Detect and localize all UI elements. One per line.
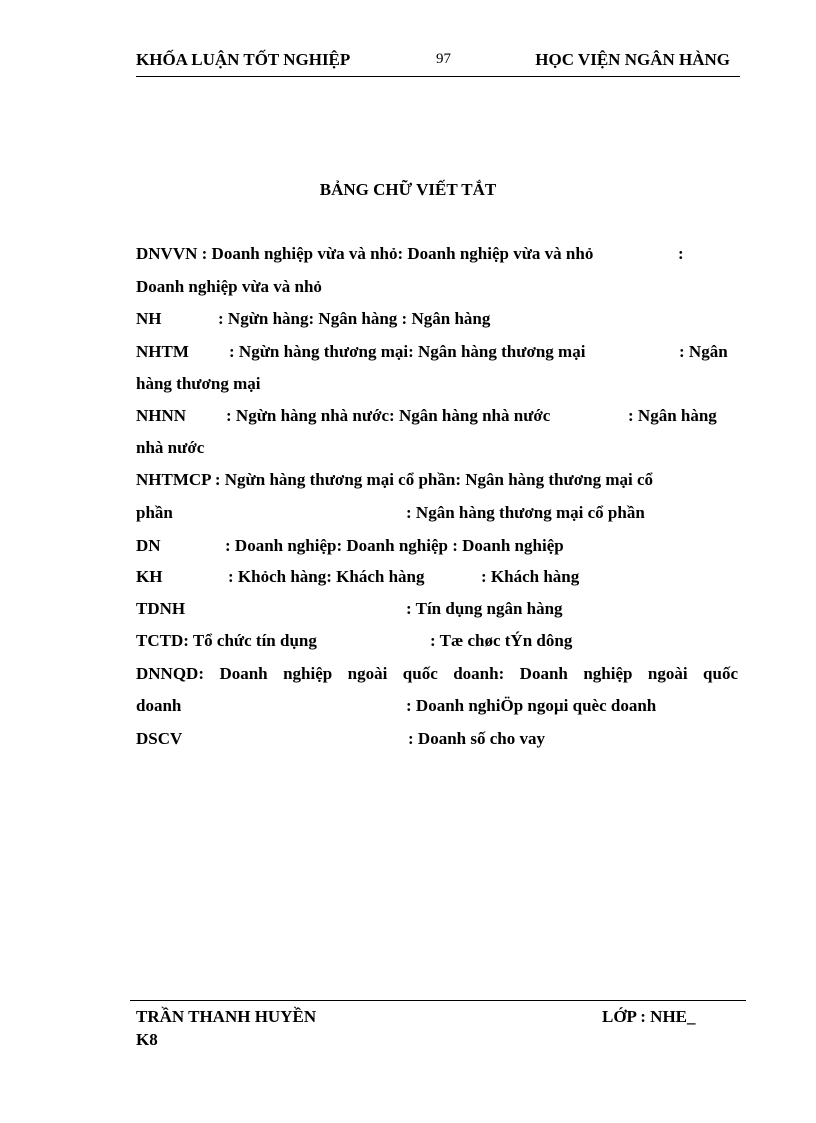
abbr-dnvvn-line1: DNVVN : Doanh nghiệp vừa và nhỏ: Doanh nghiệp vừa và nhỏ [136, 244, 594, 263]
abbr-nhtm-term: NHTM [136, 342, 189, 361]
header-page-number: 97 [436, 51, 451, 67]
abbr-tctd-def: : Tæ chøc tÝn dông [430, 631, 573, 650]
page-footer [130, 1000, 746, 1049]
abbr-dnvvn-line2: Doanh nghiệp vừa và nhỏ [136, 277, 322, 296]
abbr-dnnqd-line2-start: doanh [136, 696, 182, 715]
abbr-nhnn-def-tail: : Ngân hàng [628, 406, 717, 425]
header-institution: HỌC VIỆN NGÂN HÀNG [535, 50, 730, 69]
abbr-kh-def: : Khỏch hàng: Khách hàng [228, 567, 425, 586]
abbr-nhtm-line2: hàng thương mại [136, 374, 261, 393]
abbr-nh-term: NH [136, 309, 162, 328]
page-title: BẢNG CHỮ VIẾT TẮT [319, 180, 497, 199]
abbr-kh-def-tail: : Khách hàng [481, 567, 580, 586]
abbr-dnvvn-colon: : [678, 244, 684, 263]
footer-class: LỚP : NHE_ [602, 1007, 696, 1026]
abbr-nh-def: : Ngừn hàng: Ngân hàng : Ngân hàng [218, 309, 491, 328]
page-header [136, 48, 740, 77]
abbr-nhtmcp-line1: NHTMCP : Ngừn hàng thương mại cổ phần: Ngân hàng thương mại cổ [136, 470, 654, 489]
abbr-nhtm-def: : Ngừn hàng thương mại: Ngân hàng thương mại [229, 342, 586, 361]
abbr-tdnh-def: : Tín dụng ngân hàng [406, 599, 563, 618]
abbr-nhnn-def: : Ngừn hàng nhà nước: Ngân hàng nhà nước [226, 406, 551, 425]
abbr-kh-term: KH [136, 567, 163, 586]
abbr-dscv-term: DSCV [136, 729, 183, 748]
abbr-tctd-term: TCTD: Tổ chức tín dụng [136, 631, 317, 650]
footer-author: TRẦN THANH HUYỀN [136, 1007, 317, 1026]
abbr-dscv-def: : Doanh số cho vay [408, 729, 545, 748]
abbr-nhtm-def-tail: : Ngân [679, 342, 728, 361]
abbr-nhnn-term: NHNN [136, 406, 187, 425]
abbr-dn-def: : Doanh nghiệp: Doanh nghiệp : Doanh nghiệp [225, 536, 564, 555]
abbr-nhtmcp-line2-def: : Ngân hàng thương mại cổ phần [406, 503, 645, 522]
abbr-dnnqd-line1: DNNQD: Doanh nghiệp ngoài quốc doanh: Doanh nghiệp ngoài quốc [136, 664, 738, 683]
abbr-nhtmcp-line2-start: phần [136, 503, 173, 522]
abbr-nhnn-line2: nhà nước [136, 438, 205, 457]
header-thesis-label: KHỐA LUẬN TỐT NGHIỆP [136, 50, 351, 69]
abbr-dnnqd-line2-def: : Doanh nghiÖp ngoµi quèc doanh [406, 696, 657, 715]
footer-class-continued: K8 [136, 1030, 158, 1049]
abbr-tdnh-term: TDNH [136, 599, 186, 618]
abbr-dn-term: DN [136, 536, 161, 555]
